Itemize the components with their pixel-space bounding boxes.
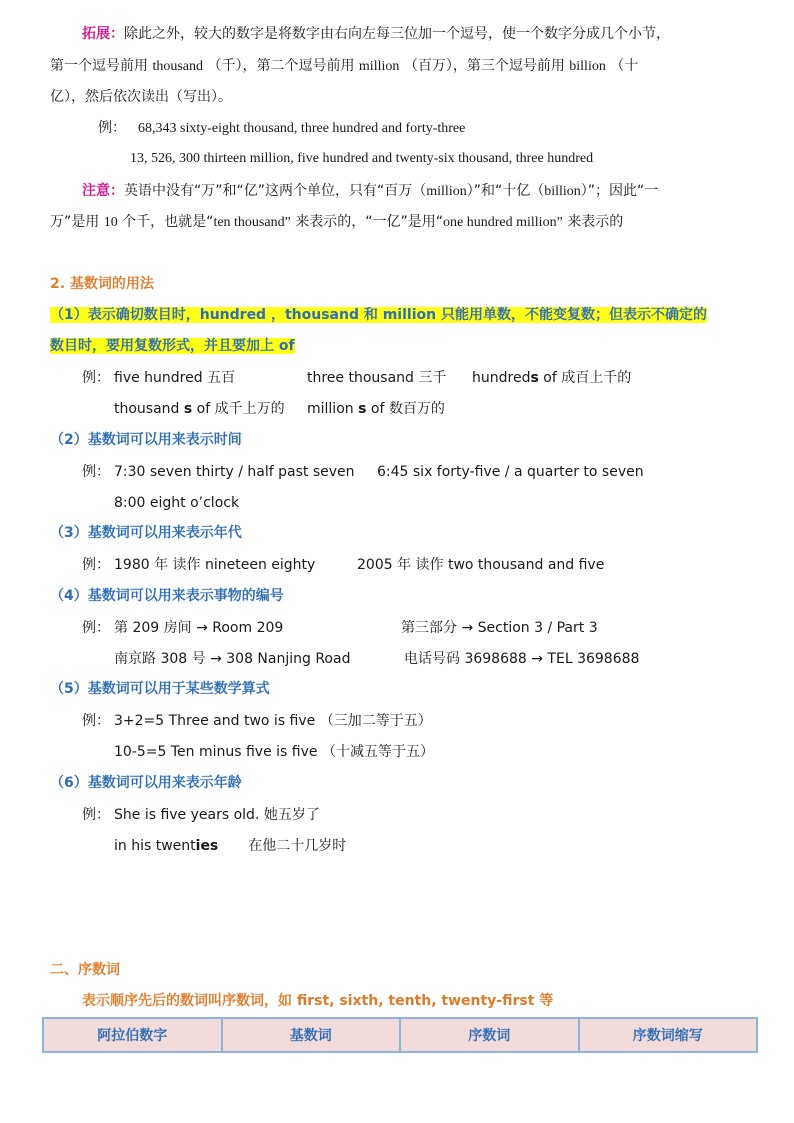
rule-1-highlight-1: （1）表示确切数目时，hundred ，thousand 和 million 只能用单数，不能变复数；但表示不确定的 [50, 307, 707, 323]
note-text-2a: 万”是用 [50, 214, 100, 230]
example-label: 例： [98, 120, 126, 136]
rule-6-heading: （6）基数词可以用来表示年龄 [50, 775, 242, 791]
example-telephone: 电话号码 3698688 → TEL 3698688 [404, 651, 640, 667]
example-twenties [114, 836, 346, 856]
example-millions-rest: of 数百万的 [366, 401, 445, 417]
example-time-645: 6:45 six forty-five / a quarter to seven [377, 464, 644, 480]
example-year-1980: 1980 年 读作 nineteen eighty [114, 557, 316, 573]
note-text-2e: 来表示的，“一亿”是用“ [295, 214, 444, 230]
extension-label: 拓展： [82, 26, 124, 42]
example-addition: 3+2=5 Three and two is five （三加二等于五） [114, 713, 432, 729]
note-number-10: 10 [103, 215, 118, 230]
note-text-1e: ）”；因此“一 [580, 183, 659, 199]
example-thousands-of [114, 399, 285, 419]
plural-suffix: s [183, 401, 193, 417]
example-label: 例： [82, 807, 110, 823]
table-header-row [43, 1018, 757, 1052]
header-cardinal: 基数词 [222, 1018, 401, 1052]
extension-text-2c: （千），第二个逗号前用 [207, 58, 355, 74]
example-five-hundred: five hundred 五百 [114, 370, 236, 386]
example-label: 例： [82, 464, 110, 480]
extension-text-2g: （十 [610, 58, 639, 74]
example-rule-1-line-1 [82, 368, 110, 388]
note-term-one-hundred-million: one hundred million” [443, 215, 563, 230]
example-twenties-stem: in his twent [114, 838, 196, 854]
ordinal-table [42, 1017, 758, 1053]
ordinal-description: 表示顺序先后的数词叫序数词，如 first, sixth, tenth, twenty-first 等 [82, 993, 554, 1009]
note-text-2c: 个千，也就是“ [122, 214, 214, 230]
rule-3-heading: （3）基数词可以用来表示年代 [50, 525, 242, 541]
note-line-1 [82, 181, 658, 202]
extension-line-2 [50, 56, 638, 77]
term-thousand: thousand [152, 59, 204, 74]
example-millions-stem: million [307, 401, 359, 417]
rule-1-line-1 [50, 305, 707, 325]
example-three-thousand: three thousand 三千 [307, 370, 447, 386]
example-year-2005: 2005 年 读作 two thousand and five [357, 557, 605, 573]
header-arabic-numeral: 阿拉伯数字 [43, 1018, 222, 1052]
example-label: 例： [82, 557, 110, 573]
example-hundreds-of [472, 368, 631, 388]
example-label: 例： [82, 620, 110, 636]
rule-4-heading: （4）基数词可以用来表示事物的编号 [50, 588, 284, 604]
example-hundreds-rest: of 成百上千的 [538, 370, 632, 386]
extension-text-2e: （百万），第三个逗号前用 [403, 58, 565, 74]
example-time-730: 7:30 seven thirty / half past seven [114, 464, 355, 480]
example-thousands-rest: of 成千上万的 [192, 401, 285, 417]
example-1-text-1: 68,343 sixty-eight thousand, three hundred and forty-three [138, 121, 466, 136]
note-line-2 [50, 212, 623, 233]
example-five-years-old: She is five years old. 她五岁了 [114, 807, 320, 823]
plural-suffix: s [530, 370, 539, 386]
example-section-3: 第三部分 → Section 3 / Part 3 [401, 620, 598, 636]
note-term-million: million [426, 184, 467, 199]
example-1-line-1 [98, 118, 465, 139]
example-subtraction: 10-5=5 Ten minus five is five （十减五等于五） [114, 744, 434, 760]
note-text-1a: 英语中没有“万”和“亿”这两个单位，只有“百万（ [124, 183, 427, 199]
example-label: 例： [82, 713, 110, 729]
rule-1-line-2 [50, 336, 295, 356]
example-twenties-meaning: 在他二十几岁时 [248, 838, 347, 854]
example-label: 例： [82, 370, 110, 386]
plural-suffix: ies [195, 838, 219, 854]
header-ordinal: 序数词 [400, 1018, 579, 1052]
ordinal-section-title: 二、序数词 [50, 962, 120, 978]
term-billion: billion [569, 59, 606, 74]
note-text-1c: ）”和“十亿（ [466, 183, 545, 199]
example-hundreds-stem: hundred [472, 370, 531, 386]
extension-line-1 [82, 24, 670, 44]
header-ordinal-abbreviation: 序数词缩写 [579, 1018, 758, 1052]
rule-5-heading: （5）基数词可以用于某些数学算式 [50, 681, 270, 697]
example-room-209: 第 209 房间 → Room 209 [114, 620, 284, 636]
extension-text-2a: 第一个逗号前用 [50, 58, 148, 74]
note-term-billion: billion [544, 184, 581, 199]
example-nanjing-road: 南京路 308 号 → 308 Nanjing Road [114, 651, 351, 667]
example-1-line-2: 13, 526, 300 thirteen million, five hundred and twenty-six thousand, three hundred [130, 151, 594, 166]
note-text-2g: 来表示的 [567, 214, 624, 230]
rule-2-heading: （2）基数词可以用来表示时间 [50, 432, 242, 448]
plural-suffix: s [358, 401, 367, 417]
section-2-title: 2. 基数词的用法 [50, 276, 154, 292]
term-million: million [358, 59, 400, 74]
extension-line-3: 亿），然后依次读出（写出）。 [50, 89, 232, 105]
example-thousands-stem: thousand [114, 401, 184, 417]
note-term-ten-thousand: ten thousand” [213, 215, 291, 230]
note-label: 注意： [82, 183, 124, 199]
extension-text-1: 除此之外，较大的数字是将数字由右向左每三位加一个逗号，使一个数字分成几个小节， [124, 26, 670, 42]
example-millions-of [307, 399, 445, 419]
example-time-800: 8:00 eight o’clock [114, 495, 240, 511]
rule-1-highlight-2: 数目时，要用复数形式，并且要加上 of [50, 338, 295, 354]
